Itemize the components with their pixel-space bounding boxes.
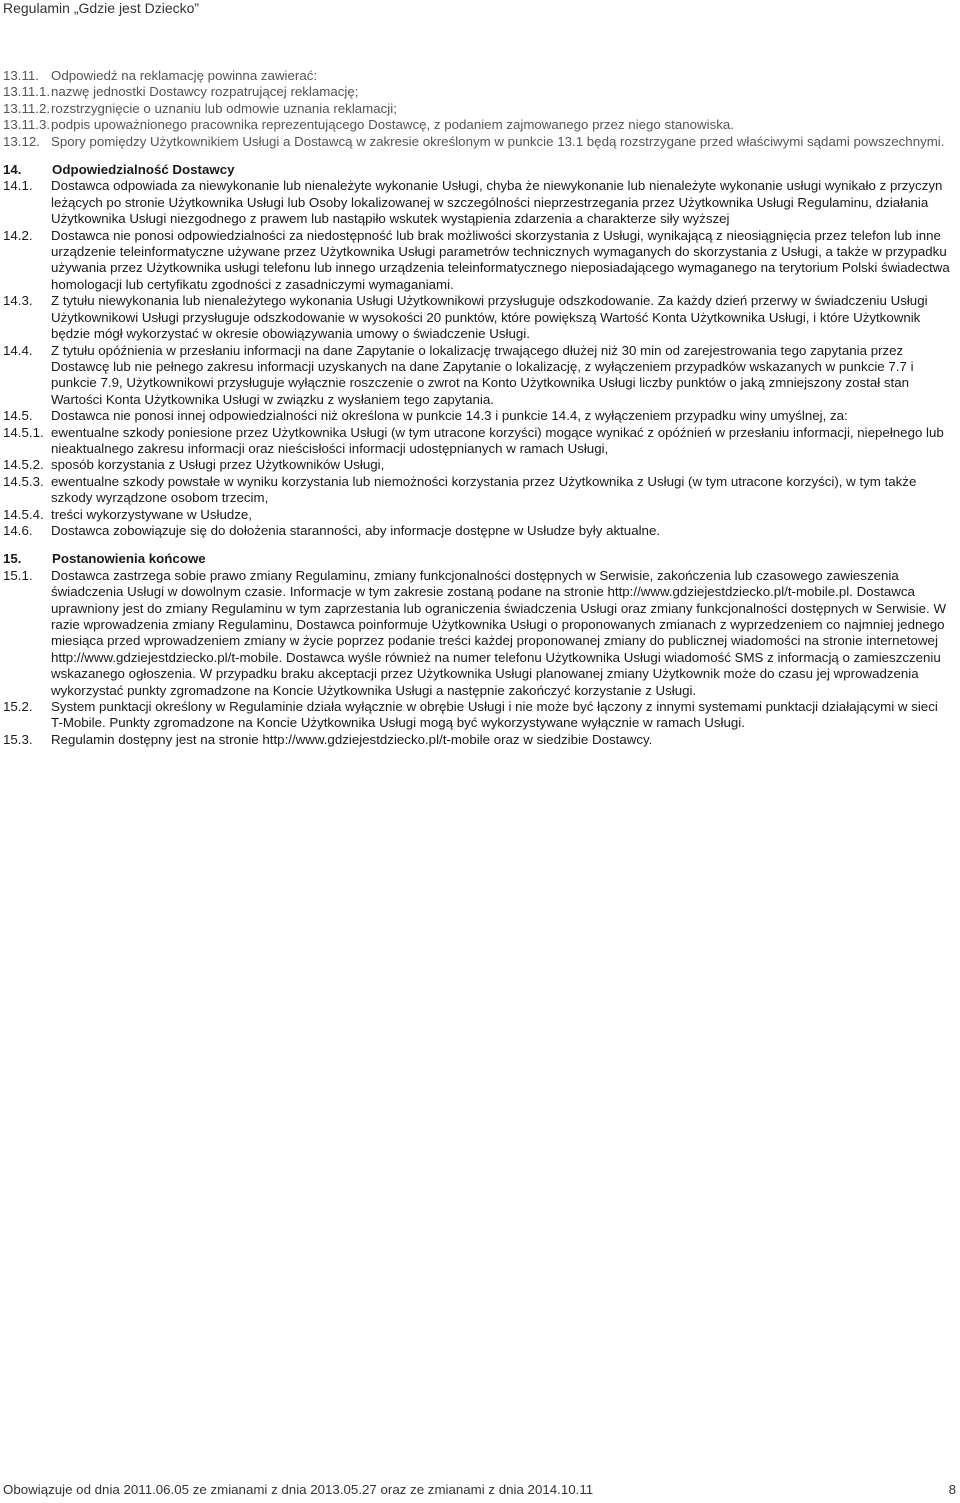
item-number: 14.5.1.: [3, 424, 44, 440]
list-item: [3, 523, 953, 539]
section-heading: [3, 551, 953, 567]
item-text: ewentualne szkody powstałe w wyniku korzystania lub niemożności korzystania przez Użytkownika z Usługi (w tym utracone korzyści), w tym także szkody wyrządzone osobom trzecim,: [51, 473, 917, 506]
list-item: [3, 84, 953, 100]
item-text: Dostawca odpowiada za niewykonanie lub nienależyte wykonanie Usługi, chyba że niewykonanie lub nienależyte wykonanie usługi wynikało z przyczyn leżących po stronie Użytkownika Usługi lub Osoby lokalizowanej w szczególności nieprzestrzegania przez Użytkownika Usługi Regulaminu, działania Użytkownika Usługi niezgodnego z prawem lub nastąpiło wskutek wystąpienia zdarzenia a charakterze siły wyższej: [51, 178, 943, 227]
item-number: 15.3.: [3, 731, 33, 747]
item-number: 14.1.: [3, 178, 33, 194]
list-item: [3, 101, 953, 117]
item-text: Regulamin dostępny jest na stronie http://www.gdziejestdziecko.pl/t-mobile oraz w siedzibie Dostawcy.: [51, 731, 653, 747]
list-item: [3, 425, 953, 458]
section-number: 14.: [3, 162, 22, 178]
item-number: 15.2.: [3, 699, 33, 715]
item-number: 15.1.: [3, 567, 33, 583]
item-text: rozstrzygnięcie o uznaniu lub odmowie uznania reklamacji;: [51, 100, 397, 116]
item-text: Z tytułu opóźnienia w przesłaniu informacji na dane Zapytanie o lokalizację trwającego dłużej niż 30 min od zarejestrowania tego zapytania przez Dostawcę lub nie pełnego zakresu informacji uzyskanych na dane Zapytanie o lokalizację, z wyłączeniem przypadków wskazanych w punkcie 7.7 i punkcie 7.9, Użytkownikowi przysługuje wyłącznie roszczenie o zwrot na Konto Użytkownika Usługi liczby punktów o jaką zmniejszony został stan Wartości Konta Użytkownika Usługi w związku z wysłaniem tego zapytania.: [51, 342, 914, 407]
list-item: [3, 343, 953, 409]
list-item: [3, 507, 953, 523]
list-item: [3, 178, 953, 227]
section-heading: [3, 162, 953, 178]
item-number: 14.2.: [3, 227, 33, 243]
item-text: ewentualne szkody poniesione przez Użytkownika Usługi (w tym utracone korzyści) mogące wynikać z opóźnień w przesłaniu informacji, niepełnego lub nieaktualnego zakresu informacji oraz nieścisłości informacji udostępnianych w ramach Usługi,: [51, 424, 944, 456]
list-item: [3, 457, 953, 473]
list-item: [3, 68, 953, 84]
page-footer: [3, 1482, 956, 1497]
item-number: 13.11.1.: [3, 84, 51, 100]
section-number: 15.: [3, 551, 22, 567]
item-number: 14.6.: [3, 522, 33, 538]
item-text: treści wykorzystywane w Usłudze,: [51, 506, 252, 522]
section-title: Odpowiedzialność Dostawcy: [52, 162, 235, 178]
list-item: [3, 117, 953, 133]
list-item: [3, 134, 953, 150]
item-number: 13.12.: [3, 133, 40, 149]
list-item: [3, 293, 953, 342]
item-text: Z tytułu niewykonania lub nienależytego wykonania Usługi Użytkownikowi przysługuje odszkodowanie. Za każdy dzień przerwy w świadczeniu Usługi Użytkownikowi Usługi przysługuje odszkodowanie w wysokości 20 punktów, które powiększą Wartość Konta Użytkownika Usługi, i które Użytkownik będzie mógł wykorzystać w okresie obowiązywania umowy o świadczenie Usługi.: [51, 293, 928, 342]
page-header: Regulamin „Gdzie jest Dziecko”: [3, 0, 200, 16]
validity-note: Obowiązuje od dnia 2011.06.05 ze zmianami z dnia 2013.05.27 oraz ze zmianami z dnia 2014.10.11: [3, 1482, 594, 1497]
item-number: 14.5.: [3, 408, 33, 424]
item-number: 13.11.3.: [3, 117, 51, 133]
item-text: podpis upoważnionego pracownika reprezentującego Dostawcę, z podaniem zajmowanego przez niego stanowiska.: [51, 117, 734, 133]
section-title: Postanowienia końcowe: [52, 551, 206, 567]
item-number: 14.5.4.: [3, 506, 44, 522]
item-number: 14.4.: [3, 342, 33, 358]
item-text: Odpowiedź na reklamację powinna zawierać:: [51, 68, 318, 83]
item-number: 14.5.3.: [3, 473, 44, 489]
list-item: [3, 408, 953, 424]
item-text: nazwę jednostki Dostawcy rozpatrującej reklamację;: [51, 84, 359, 100]
list-item: [3, 228, 953, 294]
item-text: sposób korzystania z Usługi przez Użytkowników Usługi,: [51, 457, 385, 473]
document-body: [3, 68, 953, 748]
item-text: Dostawca nie ponosi odpowiedzialności za niedostępność lub brak możliwości skorzystania z Usługi, wynikającą z nieosiągnięcia przez telefon lub inne urządzenie teleinformatyczne używane przez Użytkownika Usługi parametrów technicznych wymaganych do skorzystania z Usługi, a także w przypadku używania przez Użytkownika usługi telefonu lub innego urządzenia teleinformatycznego nieposiadającego wymaganego na terytorium Polski świadectwa homologacji lub certyfikatu zgodności z zasadniczymi wymaganiami.: [51, 227, 950, 292]
list-item: [3, 732, 953, 748]
item-number: 13.11.2.: [3, 100, 51, 116]
page-number: 8: [948, 1482, 956, 1497]
list-item: [3, 474, 953, 507]
list-item: [3, 699, 953, 732]
list-item: [3, 568, 953, 699]
item-number: 13.11.: [3, 68, 39, 83]
item-text: Spory pomiędzy Użytkownikiem Usługi a Dostawcą w zakresie określonym w punkcie 13.1 będą rozstrzygane przed właściwymi sądami powszechnymi.: [51, 133, 945, 149]
item-text: Dostawca zobowiązuje się do dołożenia staranności, aby informacje dostępne w Usłudze były aktualne.: [51, 522, 661, 538]
item-text: Dostawca zastrzega sobie prawo zmiany Regulaminu, zmiany funkcjonalności dostępnych w Serwisie, zakończenia lub czasowego zawieszenia świadczenia Usługi w dowolnym czasie. Informacje w tym zakresie zostaną podane na stronie http://www.gdziejestdziecko.pl/t-mobile.pl. Dostawca uprawniony jest do zmiany Regulaminu w tym zaprzestania lub ograniczenia świadczenia Usługi oraz zmiany funkcjonalności dostępnych w Serwisie. W razie wprowadzenia zmiany Regulaminu, Dostawca poinformuje Użytkownika Usługi o proponowanych zmianach z wyprzedzeniem co najmniej jednego miesiąca przed wprowadzeniem zmiany w życie poprzez podanie treści każdej proponowanej zmiany do publicznej wiadomości na stronie internetowej http://www.gdziejestdziecko.pl/t-mobile. Dostawca wyśle również na numer telefonu Użytkownika Usługi wiadomość SMS z informacją o zamieszczeniu wskazanego ogłoszenia. W przypadku braku akceptacji przez Użytkownika Usługi planowanej zmiany Użytkownik może do czasu jej wprowadzenia wykorzystać punkty zgromadzone na Koncie Użytkownika Usługi a następnie zakończyć korzystanie z Usługi.: [51, 567, 947, 698]
item-text: Dostawca nie ponosi innej odpowiedzialności niż określona w punkcie 14.3 i punkcie 14.4, z wyłączeniem przypadku winy umyślnej, za:: [51, 408, 848, 424]
item-text: System punktacji określony w Regulaminie działa wyłącznie w obrębie Usługi i nie może być łączony z innymi systemami punktacji działającymi w sieci T-Mobile. Punkty zgromadzone na Koncie Użytkownika Usługi mogą być wykorzystywane wyłącznie w ramach Usługi.: [51, 699, 938, 731]
item-number: 14.3.: [3, 293, 33, 309]
item-number: 14.5.2.: [3, 457, 44, 473]
